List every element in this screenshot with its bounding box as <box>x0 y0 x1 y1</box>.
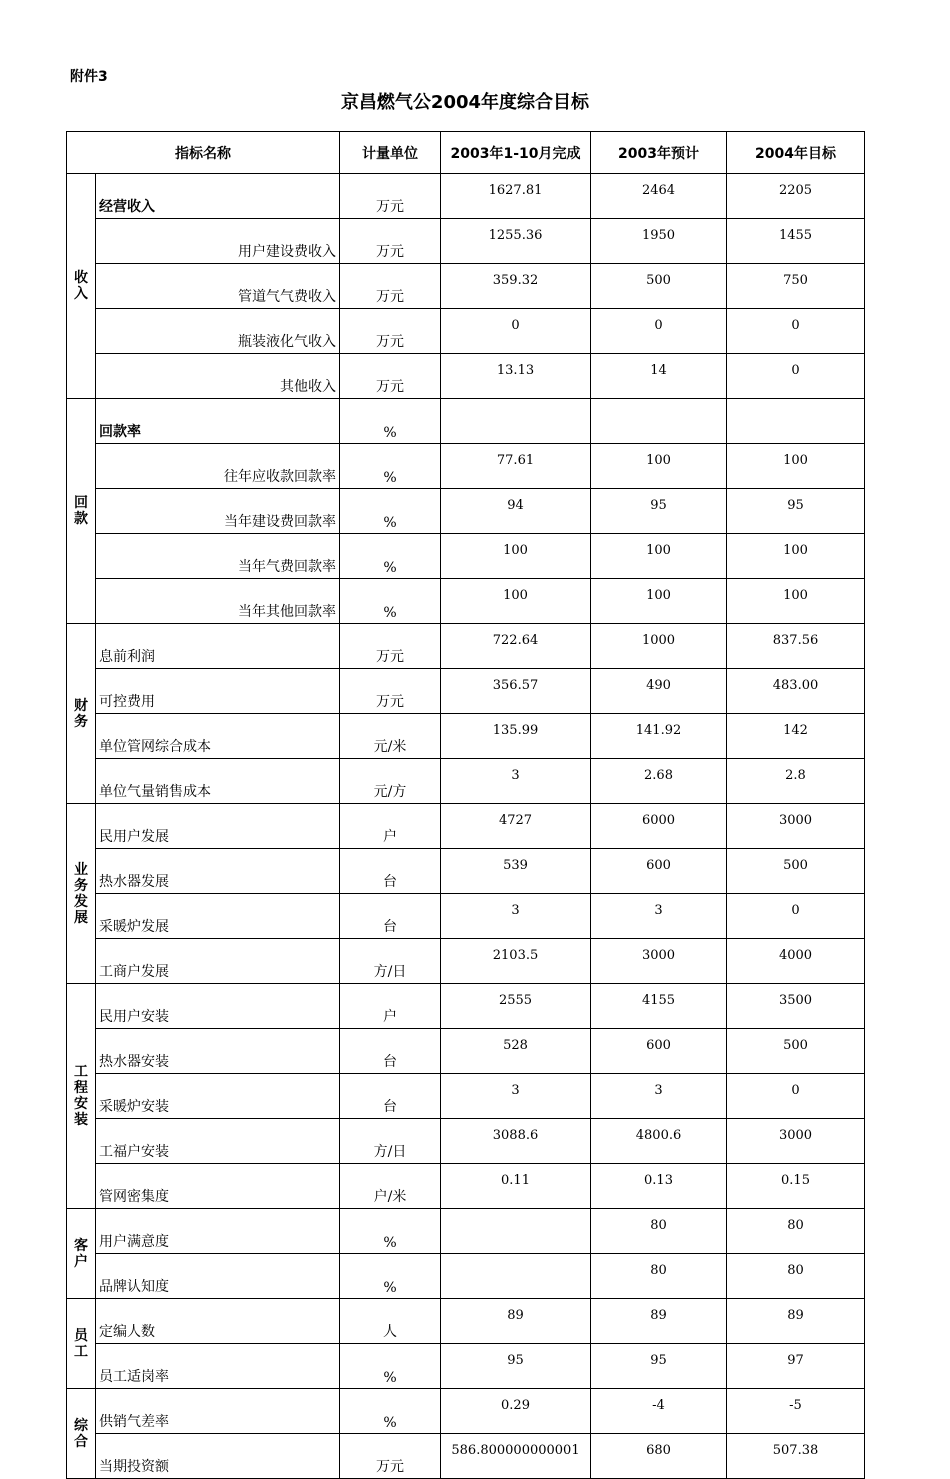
unit-cell: 台 <box>340 1074 441 1119</box>
table-row <box>67 849 865 894</box>
table-row <box>67 1389 865 1434</box>
value-2004-target: 0 <box>727 354 865 399</box>
unit-cell: 台 <box>340 894 441 939</box>
table-row <box>67 579 865 624</box>
table-row <box>67 1299 865 1344</box>
indicator-name: 供销气差率 <box>96 1389 340 1434</box>
category-text: 财务 <box>74 697 88 730</box>
unit-cell: 万元 <box>340 624 441 669</box>
value-2004-target <box>727 399 865 444</box>
indicator-name: 其他收入 <box>96 354 340 399</box>
value-2003-forecast: 680 <box>591 1434 727 1479</box>
targets-table <box>66 131 865 1479</box>
indicator-name: 息前利润 <box>96 624 340 669</box>
value-2004-target: 0.15 <box>727 1164 865 1209</box>
value-2003-jan-oct: 1255.36 <box>441 219 591 264</box>
value-2004-target: 100 <box>727 444 865 489</box>
indicator-name: 管网密集度 <box>96 1164 340 1209</box>
value-2004-target: 0 <box>727 1074 865 1119</box>
table-row <box>67 1344 865 1389</box>
value-2004-target: 3000 <box>727 804 865 849</box>
unit-cell: 万元 <box>340 219 441 264</box>
indicator-name: 工福户安装 <box>96 1119 340 1164</box>
value-2003-forecast: 1950 <box>591 219 727 264</box>
value-2004-target: 483.00 <box>727 669 865 714</box>
value-2004-target: 100 <box>727 534 865 579</box>
unit-cell: % <box>340 1209 441 1254</box>
indicator-name: 热水器发展 <box>96 849 340 894</box>
unit-cell: 台 <box>340 1029 441 1074</box>
value-2003-jan-oct: 359.32 <box>441 264 591 309</box>
indicator-name: 品牌认知度 <box>96 1254 340 1299</box>
value-2003-jan-oct: 89 <box>441 1299 591 1344</box>
unit-cell: % <box>340 1254 441 1299</box>
category-text: 回款 <box>74 495 88 527</box>
indicator-name: 用户建设费收入 <box>96 219 340 264</box>
category-label <box>67 984 96 1209</box>
indicator-name: 当年其他回款率 <box>96 579 340 624</box>
table-row <box>67 1074 865 1119</box>
value-2003-jan-oct: 3 <box>441 1074 591 1119</box>
indicator-name: 瓶装液化气收入 <box>96 309 340 354</box>
indicator-name: 回款率 <box>96 399 340 444</box>
value-2003-jan-oct: 3 <box>441 894 591 939</box>
table-row <box>67 759 865 804</box>
indicator-name: 采暖炉安装 <box>96 1074 340 1119</box>
indicator-name: 工商户发展 <box>96 939 340 984</box>
header-unit: 计量单位 <box>340 132 441 174</box>
value-2003-forecast: 3000 <box>591 939 727 984</box>
unit-cell: 万元 <box>340 1434 441 1479</box>
unit-cell: % <box>340 444 441 489</box>
unit-cell: 元/米 <box>340 714 441 759</box>
page-title: 京昌燃气公2004年度综合目标 <box>340 92 590 113</box>
indicator-name: 当年气费回款率 <box>96 534 340 579</box>
header-row <box>67 132 865 174</box>
value-2003-jan-oct <box>441 399 591 444</box>
value-2003-forecast: 3 <box>591 894 727 939</box>
unit-cell: 元/方 <box>340 759 441 804</box>
category-label <box>67 624 96 804</box>
value-2004-target: 0 <box>727 309 865 354</box>
unit-cell: 户 <box>340 804 441 849</box>
value-2003-forecast: 95 <box>591 1344 727 1389</box>
table-row <box>67 399 865 444</box>
value-2003-forecast: 1000 <box>591 624 727 669</box>
category-label <box>67 1389 96 1479</box>
indicator-name: 管道气气费收入 <box>96 264 340 309</box>
value-2003-jan-oct: 0.29 <box>441 1389 591 1434</box>
category-label <box>67 1209 96 1299</box>
table-row <box>67 444 865 489</box>
value-2003-jan-oct: 539 <box>441 849 591 894</box>
header-2003-jan-oct: 2003年1-10月完成 <box>441 132 591 174</box>
indicator-name: 往年应收款回款率 <box>96 444 340 489</box>
value-2004-target: 500 <box>727 1029 865 1074</box>
indicator-name: 经营收入 <box>96 174 340 219</box>
table-body <box>67 174 865 1479</box>
header-2004-target: 2004年目标 <box>727 132 865 174</box>
value-2004-target: 95 <box>727 489 865 534</box>
category-text: 业务发展 <box>74 861 88 926</box>
table-row <box>67 534 865 579</box>
value-2004-target: 142 <box>727 714 865 759</box>
table-row <box>67 804 865 849</box>
table-row <box>67 174 865 219</box>
value-2003-forecast: 80 <box>591 1254 727 1299</box>
table-row <box>67 1164 865 1209</box>
value-2003-jan-oct: 356.57 <box>441 669 591 714</box>
indicator-name: 热水器安装 <box>96 1029 340 1074</box>
table-row <box>67 1254 865 1299</box>
indicator-name: 用户满意度 <box>96 1209 340 1254</box>
table-row <box>67 669 865 714</box>
value-2004-target: 100 <box>727 579 865 624</box>
unit-cell: 户/米 <box>340 1164 441 1209</box>
indicator-name: 当期投资额 <box>96 1434 340 1479</box>
value-2003-forecast: 490 <box>591 669 727 714</box>
value-2004-target: 89 <box>727 1299 865 1344</box>
value-2003-jan-oct: 2103.5 <box>441 939 591 984</box>
value-2003-forecast: 500 <box>591 264 727 309</box>
category-text: 收入 <box>74 270 88 302</box>
value-2004-target: 750 <box>727 264 865 309</box>
value-2004-target: 80 <box>727 1254 865 1299</box>
value-2003-forecast: 100 <box>591 444 727 489</box>
indicator-name: 可控费用 <box>96 669 340 714</box>
value-2003-forecast: 0.13 <box>591 1164 727 1209</box>
value-2003-jan-oct: 94 <box>441 489 591 534</box>
value-2004-target: 837.56 <box>727 624 865 669</box>
value-2004-target: 3500 <box>727 984 865 1029</box>
value-2003-forecast: 100 <box>591 579 727 624</box>
indicator-name: 员工适岗率 <box>96 1344 340 1389</box>
value-2003-forecast: 4155 <box>591 984 727 1029</box>
value-2003-jan-oct: 2555 <box>441 984 591 1029</box>
category-text: 工程安装 <box>74 1064 88 1128</box>
category-label <box>67 174 96 399</box>
table-row <box>67 264 865 309</box>
table-row <box>67 1029 865 1074</box>
table-row <box>67 219 865 264</box>
value-2003-jan-oct: 3 <box>441 759 591 804</box>
value-2003-forecast: 89 <box>591 1299 727 1344</box>
indicator-name: 采暖炉发展 <box>96 894 340 939</box>
value-2003-forecast: 141.92 <box>591 714 727 759</box>
table-row <box>67 354 865 399</box>
value-2003-forecast: 600 <box>591 849 727 894</box>
table-row <box>67 939 865 984</box>
value-2003-forecast: 2.68 <box>591 759 727 804</box>
value-2003-jan-oct <box>441 1209 591 1254</box>
value-2003-jan-oct: 95 <box>441 1344 591 1389</box>
value-2003-jan-oct: 135.99 <box>441 714 591 759</box>
value-2003-forecast: 600 <box>591 1029 727 1074</box>
value-2003-jan-oct: 0 <box>441 309 591 354</box>
table-row <box>67 894 865 939</box>
table-row <box>67 309 865 354</box>
value-2003-forecast: 14 <box>591 354 727 399</box>
unit-cell: 万元 <box>340 174 441 219</box>
value-2003-forecast <box>591 399 727 444</box>
value-2003-jan-oct: 100 <box>441 579 591 624</box>
table-row <box>67 624 865 669</box>
value-2004-target: 4000 <box>727 939 865 984</box>
value-2003-jan-oct: 13.13 <box>441 354 591 399</box>
unit-cell: 方/日 <box>340 939 441 984</box>
value-2003-jan-oct: 0.11 <box>441 1164 591 1209</box>
value-2004-target: 507.38 <box>727 1434 865 1479</box>
unit-cell: 万元 <box>340 309 441 354</box>
value-2004-target: 97 <box>727 1344 865 1389</box>
unit-cell: 方/日 <box>340 1119 441 1164</box>
table-row <box>67 1434 865 1479</box>
unit-cell: 万元 <box>340 354 441 399</box>
indicator-name: 单位气量销售成本 <box>96 759 340 804</box>
attachment-label: 附件3 <box>70 69 108 85</box>
unit-cell: % <box>340 399 441 444</box>
value-2003-jan-oct: 4727 <box>441 804 591 849</box>
table-row <box>67 984 865 1029</box>
unit-cell: % <box>340 1344 441 1389</box>
unit-cell: 户 <box>340 984 441 1029</box>
value-2004-target: 1455 <box>727 219 865 264</box>
value-2003-forecast: 100 <box>591 534 727 579</box>
unit-cell: % <box>340 1389 441 1434</box>
value-2004-target: 0 <box>727 894 865 939</box>
category-label <box>67 804 96 984</box>
value-2003-jan-oct <box>441 1254 591 1299</box>
value-2003-jan-oct: 722.64 <box>441 624 591 669</box>
unit-cell: % <box>340 489 441 534</box>
value-2003-forecast: 4800.6 <box>591 1119 727 1164</box>
value-2003-jan-oct: 528 <box>441 1029 591 1074</box>
table-row <box>67 1119 865 1164</box>
table-row <box>67 714 865 759</box>
value-2003-jan-oct: 1627.81 <box>441 174 591 219</box>
value-2003-forecast: 0 <box>591 309 727 354</box>
category-text: 员工 <box>74 1327 88 1360</box>
value-2004-target: 2.8 <box>727 759 865 804</box>
category-text: 客户 <box>74 1237 88 1270</box>
value-2004-target: 80 <box>727 1209 865 1254</box>
unit-cell: 台 <box>340 849 441 894</box>
indicator-name: 当年建设费回款率 <box>96 489 340 534</box>
indicator-name: 定编人数 <box>96 1299 340 1344</box>
value-2003-forecast: 80 <box>591 1209 727 1254</box>
value-2003-jan-oct: 77.61 <box>441 444 591 489</box>
table-row <box>67 489 865 534</box>
value-2003-jan-oct: 586.800000000001 <box>441 1434 591 1479</box>
unit-cell: 人 <box>340 1299 441 1344</box>
value-2004-target: 3000 <box>727 1119 865 1164</box>
header-2003-forecast: 2003年预计 <box>591 132 727 174</box>
indicator-name: 民用户安装 <box>96 984 340 1029</box>
value-2004-target: -5 <box>727 1389 865 1434</box>
category-text: 综合 <box>74 1417 88 1450</box>
indicator-name: 民用户发展 <box>96 804 340 849</box>
value-2004-target: 2205 <box>727 174 865 219</box>
category-label <box>67 399 96 624</box>
value-2003-forecast: -4 <box>591 1389 727 1434</box>
value-2004-target: 500 <box>727 849 865 894</box>
value-2003-forecast: 3 <box>591 1074 727 1119</box>
table-row <box>67 1209 865 1254</box>
value-2003-forecast: 95 <box>591 489 727 534</box>
unit-cell: 万元 <box>340 669 441 714</box>
header-indicator-name: 指标名称 <box>67 132 340 174</box>
value-2003-jan-oct: 3088.6 <box>441 1119 591 1164</box>
indicator-name: 单位管网综合成本 <box>96 714 340 759</box>
unit-cell: % <box>340 534 441 579</box>
unit-cell: % <box>340 579 441 624</box>
value-2003-jan-oct: 100 <box>441 534 591 579</box>
value-2003-forecast: 6000 <box>591 804 727 849</box>
unit-cell: 万元 <box>340 264 441 309</box>
value-2003-forecast: 2464 <box>591 174 727 219</box>
